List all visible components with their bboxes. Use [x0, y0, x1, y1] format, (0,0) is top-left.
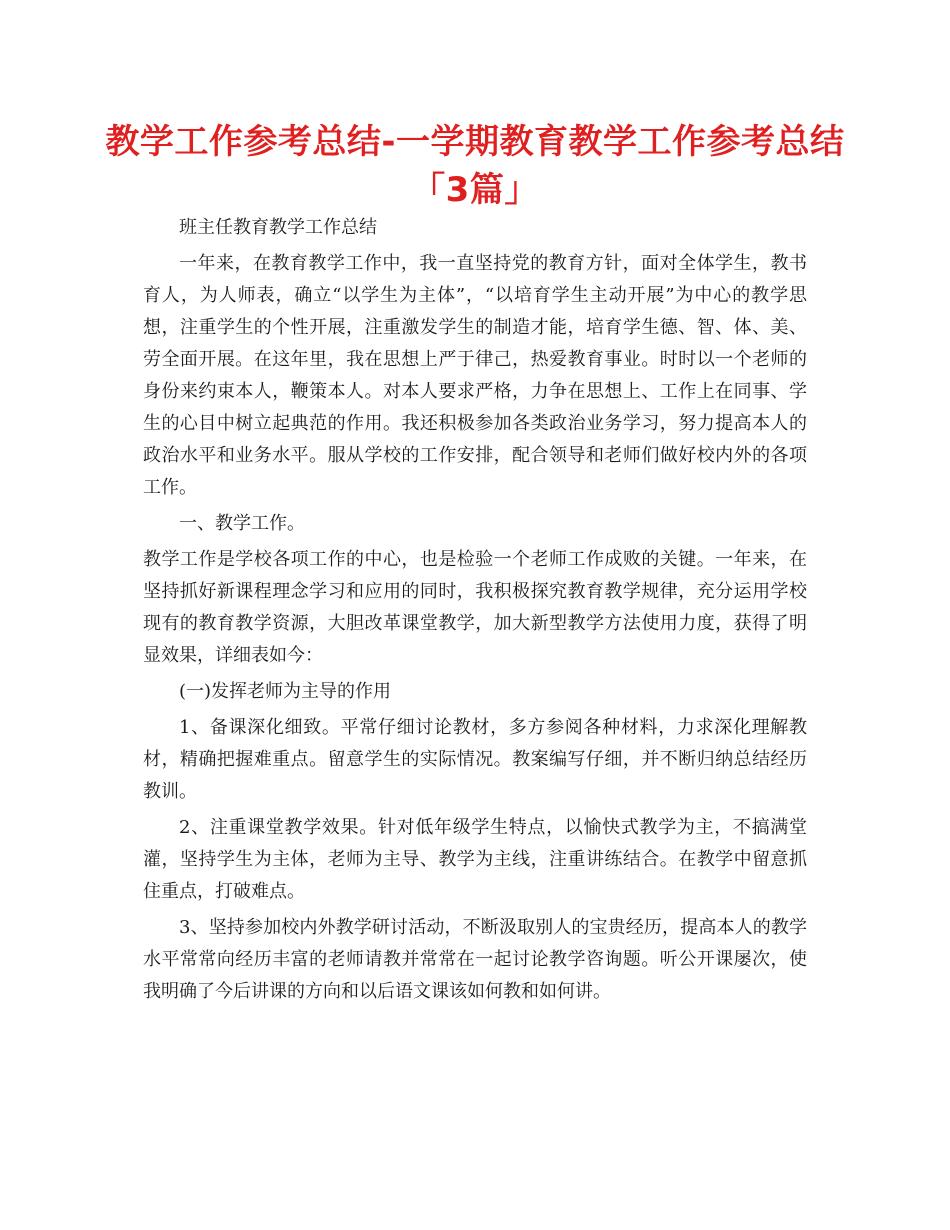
list-item-1: 1、备课深化细致。平常仔细讨论教材，多方参阅各种材料，力求深化理解教材，精确把握难重点。留意学生的实际情况。教案编写仔细，并不断归纳总结经历教训。 — [143, 717, 807, 802]
paragraph-teaching: 教学工作是学校各项工作的中心，也是检验一个老师工作成败的关键。一年来，在坚持抓好新课程理念学习和应用的同时，我积极探究教育教学规律，充分运用学校现有的教育教学资源，大胆改革课堂教学，加大新型教学方法使用力度，获得了明显效果，详细表如今： — [143, 549, 807, 666]
document-title — [60, 118, 890, 214]
list-item-3: 3、坚持参加校内外教学研讨活动，不断汲取别人的宝贵经历，提高本人的教学水平常常向经历丰富的老师请教并常常在一起讨论教学咨询题。听公开课屡次，使我明确了今后讲课的方向和以后语文课该如何教和如何讲。 — [143, 917, 807, 1002]
title-line-2: 「3篇」 — [411, 170, 539, 210]
document-body — [143, 212, 807, 1008]
list-item-2: 2、注重课堂教学效果。针对低年级学生特点，以愉快式教学为主，不搞满堂灌，坚持学生为主体，老师为主导、教学为主线，注重讲练结合。在教学中留意抓住重点，打破难点。 — [143, 817, 807, 902]
subsection-heading: (一)发挥老师为主导的作用 — [179, 681, 392, 702]
paragraph-intro: 一年来，在教育教学工作中，我一直坚持党的教育方针，面对全体学生，教书育人，为人师表，确立“以学生为主体”，“以培育学生主动开展”为中心的教学思想，注重学生的个性开展，注重激发学生的制造才能，培育学生德、智、体、美、劳全面开展。在这年里，我在思想上严于律己，热爱教育事业。时时以一个老师的身份来约束本人，鞭策本人。对本人要求严格，力争在思想上、工作上在同事、学生的心目中树立起典范的作用。我还积极参加各类政治业务学习，努力提高本人的政治水平和业务水平。服从学校的工作安排，配合领导和老师们做好校内外的各项工作。 — [143, 253, 807, 498]
title-line-1: 教学工作参考总结-一学期教育教学工作参考总结 — [105, 122, 845, 162]
subtitle: 班主任教育教学工作总结 — [179, 217, 377, 238]
section-heading-teaching: 一、教学工作。 — [179, 513, 305, 534]
